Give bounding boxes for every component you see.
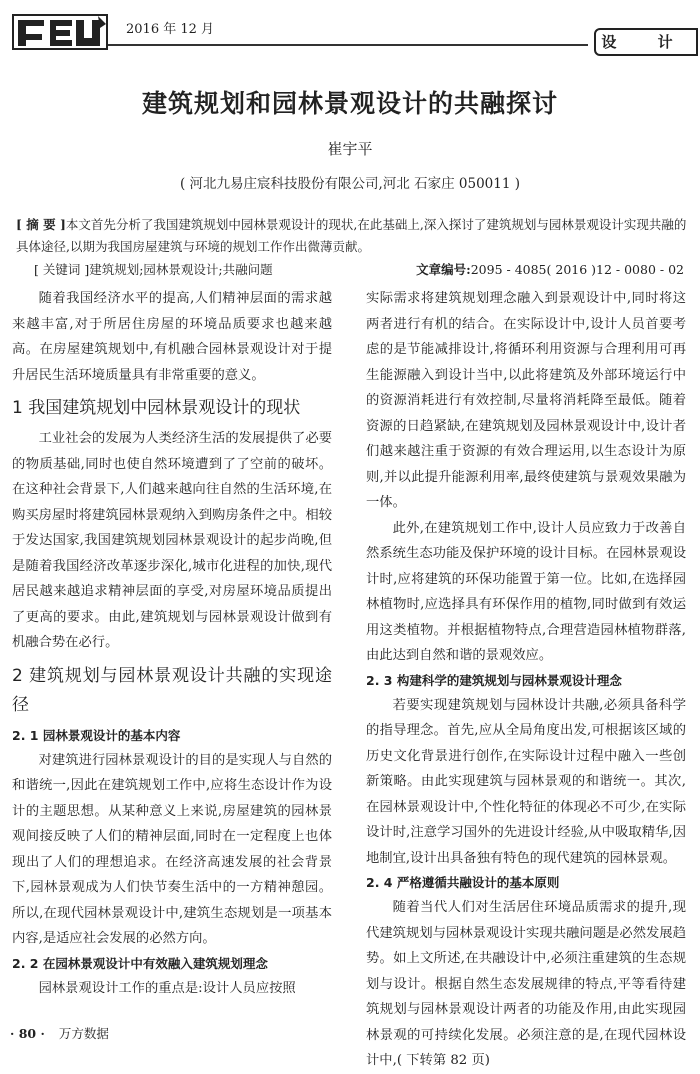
subsection-2-4-paragraph: 随着当代人们对生活居住环境品质需求的提升,现代建筑规划与园林景观设计实现共融问题是必然发展趋势。如上文所述,在共融设计中,必须注重建筑的生态规划与设计。根据自然生态发展规律的特点,平等看待建筑规划与园林景观设计两者的功能及作用,由此实现园林景观的可持续化发展。必须注意的是,在现代园林设计中,( 下转第 82 页) [366, 900, 686, 1068]
keywords [34, 260, 273, 278]
abstract-label: [ 摘 要 ] [16, 217, 66, 232]
author: 崔宇平 [327, 140, 373, 158]
journal-logo-icon [12, 12, 108, 52]
section-1-paragraph: 工业社会的发展为人类经济生活的发展提供了必要的物质基础,同时也使自然环境遭到了了空前的破坏。在这种社会背景下,人们越来越向往自然的生活环境,在购买房屋时将建筑园林景观纳入到购房条件之中。相较于发达国家,我国建筑规划园林景观设计的起步尚晚,但是随着我国经济改革逐步深化,城市化进程的加快,现代居民越来越追求精神层面的享受,对房屋环境品质提出了更高的要求。由此,建筑规划与园林景观设计做到有机融合势在必行。 [12, 431, 332, 650]
subsection-heading-2-4: 2. 4 严格遵循共融设计的基本原则 [366, 875, 560, 890]
paper-title: 建筑规划和园林景观设计的共融探讨 [141, 89, 558, 118]
footer-source: 万方数据 [58, 1026, 109, 1041]
article-number-value: 2095 - 4085( 2016 )12 - 0080 - 02 [470, 262, 684, 277]
article-number [416, 260, 684, 278]
subsection-heading-2-1: 2. 1 园林景观设计的基本内容 [12, 727, 181, 743]
intro-paragraph: 随着我国经济水平的提高,人们精神层面的需求越来越丰富,对于所居住房屋的环境品质要求也越来越高。在房屋建筑规划中,有机融合园林景观设计对于提升居民生活环境质量具有非常重要的意义。 [12, 291, 332, 383]
article-number-label: 文章编号: [416, 262, 471, 277]
abstract-text: 本文首先分析了我国建筑规划中园林景观设计的现状,在此基础上,深入探讨了建筑规划与园林景观设计实现共融的具体途径,以期为我国房屋建筑与环境的规划工作作出微薄贡献。 [16, 217, 687, 254]
section-tag: 设 计 [594, 28, 698, 56]
subsection-2-1-paragraph: 对建筑进行园林景观设计的目的是实现人与自然的和谐统一,因此在建筑规划工作中,应将生态设计作为设计的主题思想。从某种意义上来说,房屋建筑的园林景观间接反映了人们的精神层面,同时在一定程度上也体现出了人们的理想追求。在经济高速发展的社会背景下,园林景观成为人们快节奏生活中的一方精神憩园。所以,在现代园林景观设计中,建筑生态规划是一项基本内容,是适应社会发展的必然方向。 [12, 752, 332, 946]
page-header [12, 8, 691, 54]
page-footer [10, 1024, 109, 1042]
page-number: · 80 · [10, 1026, 45, 1041]
abstract [16, 214, 688, 258]
left-column [12, 286, 332, 1001]
section-heading-1: 1 我国建筑规划中园林景观设计的现状 [12, 398, 301, 418]
continued-paragraph: 实际需求将建筑规划理念融入到景观设计中,同时将这两者进行有机的结合。在实际设计中,设计人员首要考虑的是节能减排设计,将循环利用资源与合理利用可再生能源融入到设计当中,以此将建筑及外部环境运行中的资源消耗进行有效控制,尽量将消耗降至最低。随着资源的日趋紧缺,在建筑规划及园林景观设计中,设计者们越来越注重于资源的有效合理运用,以生态设计为原则,并以此提升能源利用率,最终使建筑与景观效果融为一体。 [366, 291, 686, 510]
subsection-heading-2-3: 2. 3 构建科学的建筑规划与园林景观设计理念 [366, 672, 622, 688]
environment-paragraph: 此外,在建筑规划工作中,设计人员应致力于改善自然系统生态功能及保护环境的设计目标。在园林景观设计时,应将建筑的环保功能置于第一位。比如,在选择园林植物时,应选择具有环保作用的植物,同时做到有效运用这类植物。并根据植物特点,合理营造园林植物群落,由此达到自然和谐的景观效应。 [366, 520, 686, 663]
affiliation: ( 河北九易庄宸科技股份有限公司,河北 石家庄 050011 ) [179, 176, 521, 192]
subsection-2-2-paragraph: 园林景观设计工作的重点是:设计人员应按照 [38, 980, 296, 996]
header-rule [108, 44, 588, 46]
keywords-label: [ 关键词 ] [34, 262, 90, 277]
section-heading-2: 2 建筑规划与园林景观设计共融的实现途径 [12, 665, 332, 715]
right-column [366, 286, 686, 1074]
subsection-heading-2-2: 2. 2 在园林景观设计中有效融入建筑规划理念 [12, 955, 268, 971]
keywords-text: 建筑规划;园林景观设计;共融问题 [89, 262, 273, 277]
subsection-2-3-paragraph: 若要实现建筑规划与园林设计共融,必须具备科学的指导理念。首先,应从全局角度出发,可根据该区域的历史文化背景进行创作,在实际设计过程中融入一些创新策略。由此实现建筑与园林景观的和谐统一。其次,在园林景观设计中,个性化特征的体现必不可少,在实际设计时,注意学习国外的先进设计经验,从中吸取精华,因地制宜,设计出具备独有特色的现代建筑的园林景观。 [366, 697, 686, 866]
issue-date: 2016 年 12 月 [126, 22, 215, 37]
